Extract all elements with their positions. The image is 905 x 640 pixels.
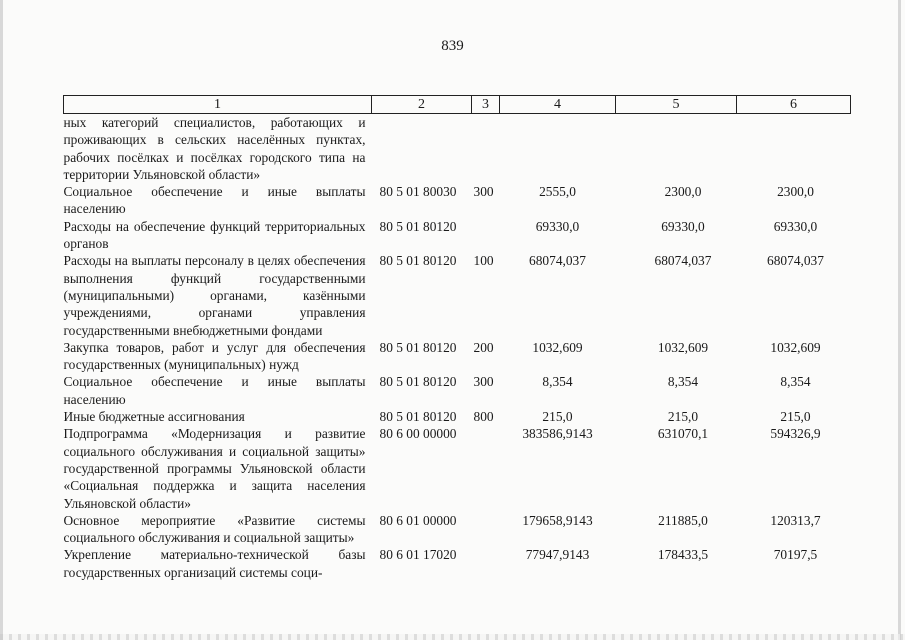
header-cell: 3 xyxy=(472,96,500,114)
scan-edge-left xyxy=(0,0,3,640)
item-code: 80 5 01 80120 xyxy=(379,339,457,355)
item-name: Иные бюджетные ассигнования xyxy=(63,409,245,425)
item-code: 80 6 01 00000 xyxy=(379,512,457,528)
item-code: 80 5 01 80030 xyxy=(379,184,457,200)
page-number: 839 xyxy=(441,38,464,54)
amount-col5: 2300,0 xyxy=(664,184,702,200)
item-name: Подпрограмма «Модернизация и развитие социального обслуживания и социальной защиты» государственной программы Ульяновской области «Социальная поддержка и защита населения Ульяновской области» xyxy=(63,426,366,511)
table-row xyxy=(64,252,851,338)
table-row xyxy=(64,425,851,511)
amount-col4: 68074,037 xyxy=(529,253,586,269)
expense-type: 100 xyxy=(473,253,494,269)
table-row xyxy=(64,373,851,408)
item-code: 80 5 01 80120 xyxy=(379,409,457,425)
item-name: Укрепление материально-технической базы государственных организаций системы соци- xyxy=(63,547,366,580)
table-row xyxy=(64,218,851,253)
item-name: ных категорий специалистов, работающих и проживающих в сельских населённых пунктах, рабочих посёлках и посёлках городского типа на территории Ульяновской области» xyxy=(63,115,366,182)
amount-col6: 69330,0 xyxy=(773,218,818,234)
table-row xyxy=(64,114,851,184)
header-cell: 1 xyxy=(64,96,372,114)
table-header-row xyxy=(64,96,851,114)
table-row xyxy=(64,408,851,425)
expense-type: 800 xyxy=(473,409,494,425)
item-name: Основное мероприятие «Развитие системы социального обслуживания и социальной защиты» xyxy=(63,512,366,546)
amount-col4: 383586,9143 xyxy=(522,426,593,442)
header-cell: 2 xyxy=(372,96,472,114)
amount-col5: 211885,0 xyxy=(658,512,708,528)
amount-col5: 178433,5 xyxy=(657,547,709,563)
amount-col4: 1032,609 xyxy=(532,339,583,355)
item-code: 80 5 01 80120 xyxy=(379,374,457,390)
amount-col4: 215,0 xyxy=(542,409,573,425)
scan-edge-right xyxy=(898,0,901,640)
item-name: Социальное обеспечение и иные выплаты населению xyxy=(63,184,366,217)
amount-col5: 1032,609 xyxy=(657,339,709,355)
amount-col4: 8,354 xyxy=(542,374,573,390)
amount-col6: 594326,9 xyxy=(770,426,821,442)
amount-col5: 8,354 xyxy=(667,374,699,390)
expense-type xyxy=(472,512,500,547)
item-code xyxy=(372,114,472,184)
budget-table xyxy=(63,95,851,581)
table-row xyxy=(64,339,851,374)
amount-col6: 120313,7 xyxy=(770,512,821,528)
item-name: Социальное обеспечение и иные выплаты населению xyxy=(63,374,366,407)
item-code: 80 5 01 80120 xyxy=(379,218,457,234)
item-code: 80 6 01 17020 xyxy=(379,547,457,563)
expense-type: 200 xyxy=(473,339,494,355)
table-row xyxy=(64,183,851,218)
item-name: Закупка товаров, работ и услуг для обеспечения государственных (муниципальных) нужд xyxy=(63,339,366,373)
expense-type xyxy=(472,114,500,184)
amount-col5: 69330,0 xyxy=(661,218,705,234)
amount-col4: 69330,0 xyxy=(535,218,580,234)
table-row xyxy=(64,512,851,547)
amount-col4: 2555,0 xyxy=(539,184,576,200)
expense-type xyxy=(472,218,500,253)
amount-col5: 215,0 xyxy=(667,409,699,425)
expense-type: 300 xyxy=(473,184,494,200)
amount-col6 xyxy=(737,114,851,184)
amount-col4: 179658,9143 xyxy=(522,512,593,528)
scan-edge-bottom xyxy=(0,634,905,640)
amount-col5: 68074,037 xyxy=(654,253,712,269)
item-code: 80 5 01 80120 xyxy=(379,253,457,269)
amount-col6: 2300,0 xyxy=(777,184,814,200)
amount-col6: 70197,5 xyxy=(773,547,818,563)
item-code: 80 6 00 00000 xyxy=(379,426,457,442)
amount-col5: 631070,1 xyxy=(657,426,709,442)
expense-type: 300 xyxy=(473,374,494,390)
item-name: Расходы на выплаты персоналу в целях обеспечения выполнения функций государственными (муниципальными) органами, казёнными учреждениями, органами управления государственными внебюджетными фондами xyxy=(63,253,366,338)
amount-col4: 77947,9143 xyxy=(525,547,590,563)
amount-col6: 68074,037 xyxy=(767,253,824,269)
amount-col4 xyxy=(500,114,616,184)
expense-type xyxy=(472,425,500,511)
header-cell: 4 xyxy=(500,96,616,114)
amount-col6: 215,0 xyxy=(780,409,811,425)
amount-col6: 8,354 xyxy=(780,374,811,390)
item-name: Расходы на обеспечение функций территориальных органов xyxy=(63,218,366,252)
header-cell: 5 xyxy=(616,96,737,114)
amount-col6: 1032,609 xyxy=(770,339,821,355)
header-cell: 6 xyxy=(737,96,851,114)
amount-col5 xyxy=(616,114,737,184)
table-row xyxy=(64,546,851,581)
expense-type xyxy=(472,546,500,581)
